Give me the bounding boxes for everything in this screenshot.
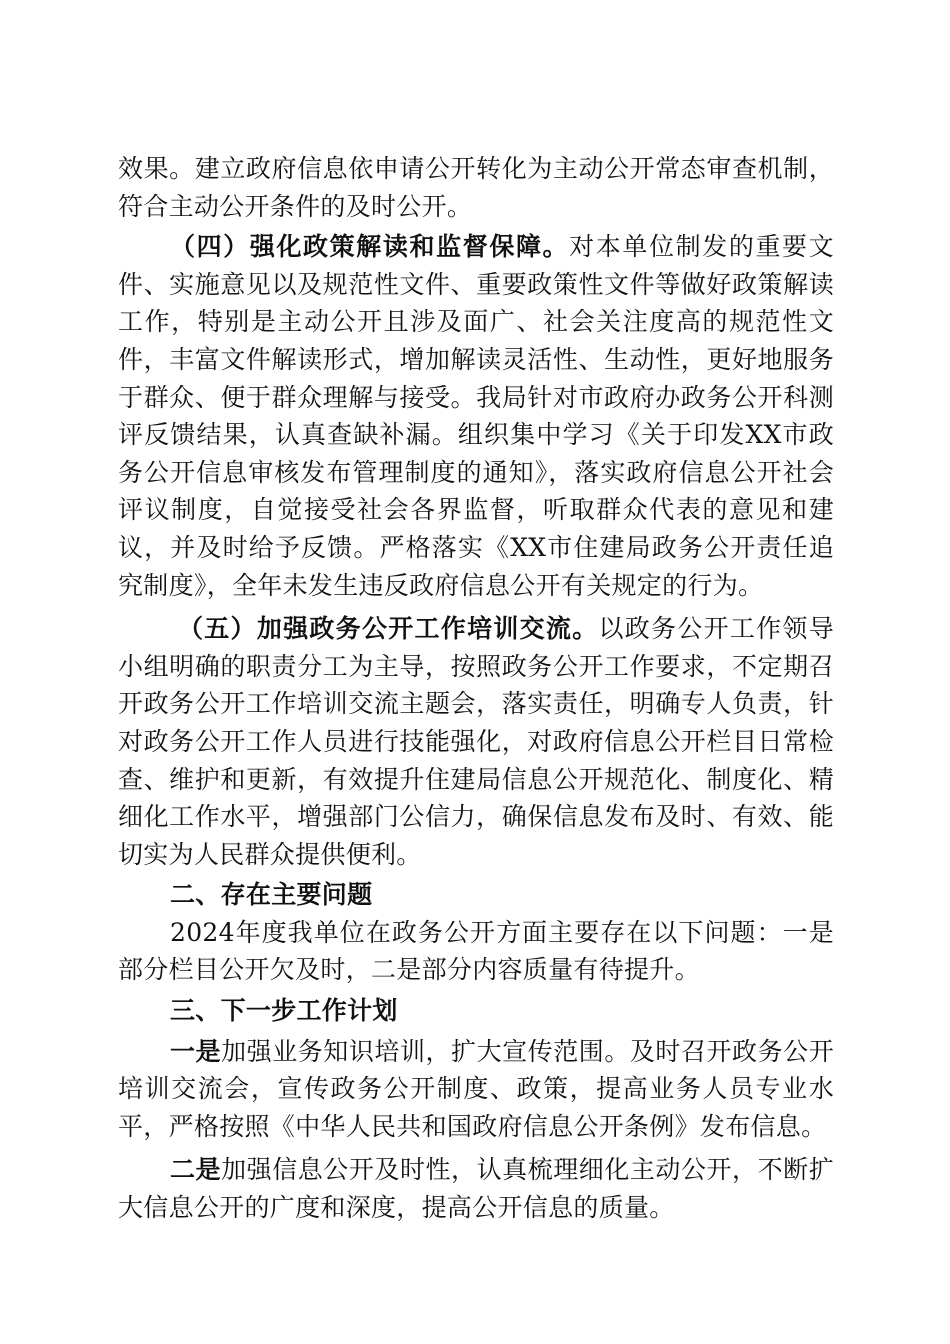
paragraph-text: 加强信息公开及时性，认真梳理细化主动公开，不断扩大信息公开的广度和深度，提高公开信息的质量。 bbox=[118, 1155, 835, 1223]
paragraph-text: 对本单位制发的重要文件、实施意见以及规范性文件、重要政策性文件等做好政策解读工作，特别是主动公开且涉及面广、社会关注度高的规范性文件，丰富文件解读形式，增加解读灵活性、生动性，更好地服务于群众、便于群众理解与接受。我局针对市政府办政务公开科测评反馈结果，认真查缺补漏。组织集中学习《关于印发XX市政务公开信息审核发布管理制度的通知》，落实政府信息公开社会评议制度，自觉接受社会各界监督，听取群众代表的意见和建议，并及时给予反馈。严格落实《XX市住建局政务公开责任追究制度》，全年未发生违反政府信息公开有关规定的行为。 bbox=[118, 232, 834, 600]
paragraph-lead-label: 一是 bbox=[170, 1036, 222, 1066]
paragraph-text: 2024年度我单位在政务公开方面主要存在以下问题：一是部分栏目公开欠及时，二是部分内容质量有待提升。 bbox=[118, 917, 834, 985]
paragraph-plan-two bbox=[118, 1151, 834, 1226]
paragraph-lead-heading: （四）强化政策解读和监督保障。 bbox=[170, 232, 570, 262]
document-page bbox=[118, 150, 834, 1227]
paragraph-text: 效果。建立政府信息依申请公开转化为主动公开常态审查机制，符合主动公开条件的及时公开。 bbox=[118, 154, 834, 221]
paragraph-lead-heading: （五）加强政务公开工作培训交流。 bbox=[178, 614, 599, 644]
paragraph-problems bbox=[118, 914, 834, 989]
paragraph-policy-interpretation bbox=[118, 228, 834, 604]
section-heading-problems: 二、存在主要问题 bbox=[170, 880, 373, 910]
paragraph-plan-one bbox=[118, 1033, 834, 1146]
paragraph-text: 加强业务知识培训，扩大宣传范围。及时召开政务公开培训交流会，宣传政务公开制度、政策，提高业务人员专业水平，严格按照《中华人民共和国政府信息公开条例》发布信息。 bbox=[118, 1036, 835, 1141]
paragraph-text: 以政务公开工作领导小组明确的职责分工为主导，按照政务公开工作要求，不定期召开政务公开工作培训交流主题会，落实责任，明确专人负责，针对政务公开工作人员进行技能强化，对政府信息公开栏目日常检查、维护和更新，有效提升住建局信息公开规范化、制度化、精细化工作水平，增强部门公信力，确保信息发布及时、有效、能切实为人民群众提供便利。 bbox=[118, 614, 834, 869]
paragraph-lead-label: 二是 bbox=[170, 1155, 222, 1185]
paragraph-continuation bbox=[118, 150, 834, 225]
section-heading-next-plan: 三、下一步工作计划 bbox=[170, 996, 398, 1026]
paragraph-training-exchange bbox=[118, 610, 834, 873]
